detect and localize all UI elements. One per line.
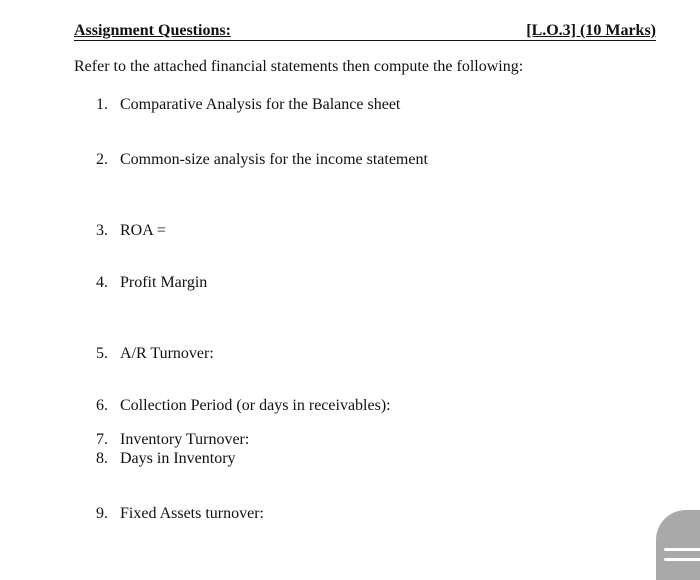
question-item xyxy=(96,151,428,169)
question-text: Collection Period (or days in receivables): xyxy=(120,397,391,414)
question-item xyxy=(96,222,166,240)
question-text: ROA = xyxy=(120,222,166,239)
question-number: 3. xyxy=(96,222,108,239)
question-item xyxy=(96,274,207,292)
question-number: 9. xyxy=(96,505,108,522)
question-text: Common-size analysis for the income statement xyxy=(120,151,428,168)
question-item xyxy=(96,431,249,449)
question-text: Comparative Analysis for the Balance sheet xyxy=(120,96,401,113)
question-text: Profit Margin xyxy=(120,274,208,291)
question-text: Inventory Turnover: xyxy=(120,431,250,448)
question-item xyxy=(96,397,391,415)
question-text: A/R Turnover: xyxy=(120,345,214,362)
question-number: 7. xyxy=(96,431,108,448)
question-number: 6. xyxy=(96,397,108,414)
question-number: 5. xyxy=(96,345,108,362)
question-number: 4. xyxy=(96,274,108,291)
question-item xyxy=(96,96,400,114)
intro-text: Refer to the attached financial statements then compute the following: xyxy=(74,58,524,75)
question-text: Fixed Assets turnover: xyxy=(120,505,264,522)
question-number: 8. xyxy=(96,450,108,467)
floating-menu-button[interactable] xyxy=(656,510,700,580)
marks-label: [L.O.3] (10 Marks) xyxy=(526,22,656,39)
question-item xyxy=(96,345,214,363)
question-item xyxy=(96,505,264,523)
assignment-header xyxy=(74,22,656,41)
question-number: 2. xyxy=(96,151,108,168)
question-text: Days in Inventory xyxy=(120,450,236,467)
question-number: 1. xyxy=(96,96,108,113)
question-item xyxy=(96,450,236,468)
assignment-title: Assignment Questions: xyxy=(74,22,231,39)
